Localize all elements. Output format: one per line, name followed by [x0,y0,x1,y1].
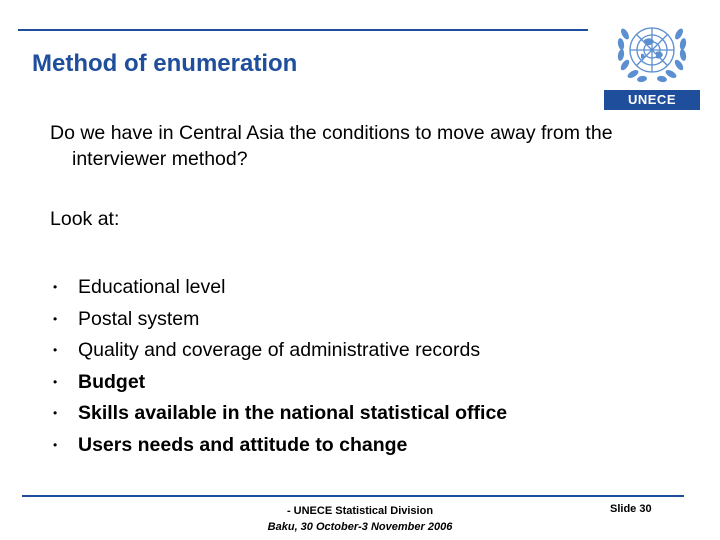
list-item [50,272,690,304]
bottom-divider [22,495,684,497]
list-item-text: Educational level [78,276,226,298]
logo-label: UNECE [604,90,700,110]
question-text: Do we have in Central Asia the conditions to move away from the interviewer method? [50,122,613,170]
list-item-text: Users needs and attitude to change [78,433,408,456]
top-divider [18,29,588,31]
bullet-icon: • [53,437,58,452]
footer [230,503,490,535]
list-item-text: Quality and coverage of administrative records [78,339,481,362]
bullet-icon: • [53,374,58,389]
footer-event: Baku, 30 October-3 November 2006 [267,521,453,533]
bullet-icon: • [53,280,58,294]
slide-title: Method of enumeration [32,50,298,77]
list-item-text: Skills available in the national statistical office [78,402,508,425]
slide-number: Slide 30 [610,503,652,515]
look-at-label: Look at: [50,208,120,230]
unece-logo [604,10,700,110]
list-item [50,398,690,430]
list-item-text: Budget [78,370,146,393]
list-item [50,335,690,367]
footer-organization: - UNECE Statistical Division [286,505,434,517]
un-emblem-icon [608,12,696,90]
list-item [50,367,690,399]
list-item-text: Postal system [78,307,200,330]
list-item [50,430,690,462]
bullet-list [50,272,690,462]
bullet-icon: • [53,311,58,326]
bullet-icon: • [53,343,58,358]
bullet-icon: • [53,406,58,421]
list-item [50,304,690,336]
